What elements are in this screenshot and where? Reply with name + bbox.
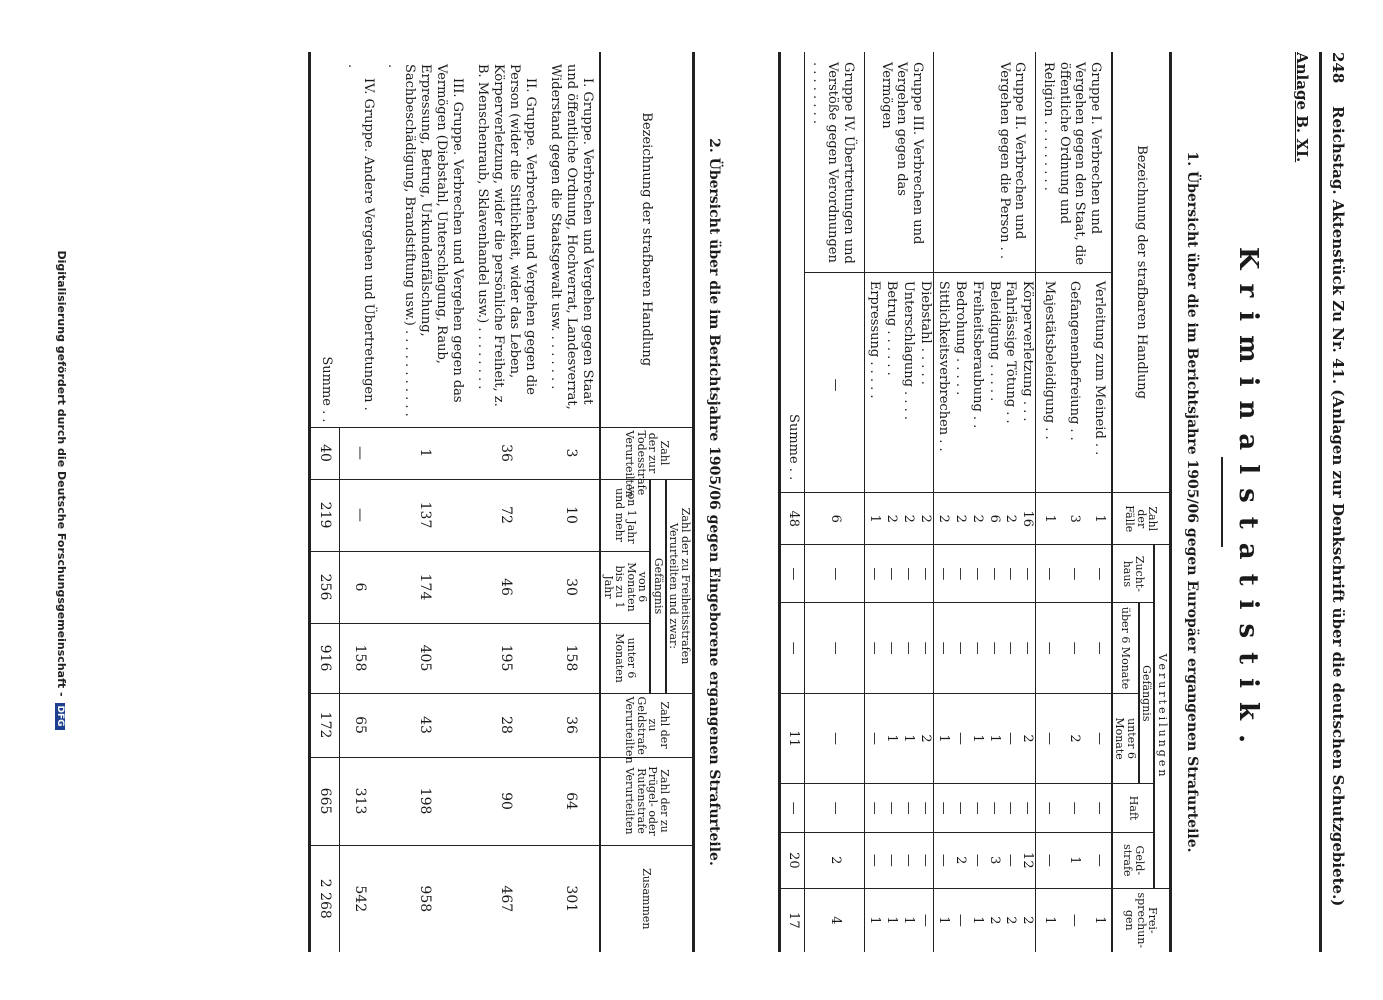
- frei-cell: 4: [805, 888, 865, 952]
- pruegel-cell: 198: [380, 757, 469, 845]
- geld-cell: 43: [380, 693, 469, 757]
- t1-header-zuchthaus: Zucht-haus: [1112, 545, 1155, 603]
- frei-cell: 2: [1002, 888, 1019, 952]
- page-number: 248: [1329, 52, 1347, 84]
- title-rule: [1221, 457, 1223, 547]
- geld-cell: 3: [985, 832, 1002, 888]
- sum-pruegel: 665: [310, 757, 340, 845]
- offence-cell: Unterschlagung . . . .: [899, 272, 916, 492]
- page-header: [1324, 52, 1350, 952]
- geld-cell: 1: [1061, 832, 1086, 888]
- section1-title: 1. Übersicht über die im Berichtsjahre 1905/06 gegen Europäer ergangenen Strafurteile.: [1184, 151, 1200, 853]
- unter6-cell: —: [865, 693, 882, 783]
- t1-header-offence: Bezeichnung der strafbaren Handlung: [1112, 52, 1171, 493]
- y1-cell: 72: [469, 479, 542, 551]
- cases-cell: 2: [968, 493, 985, 545]
- table-row: [469, 52, 542, 952]
- zuchthaus-cell: —: [968, 545, 985, 603]
- sum-frei: 17: [780, 888, 805, 952]
- haft-cell: —: [1061, 784, 1086, 833]
- ueber6-cell: —: [865, 603, 882, 693]
- geld-cell: —: [865, 832, 882, 888]
- unter6-cell: —: [1002, 693, 1019, 783]
- t2-header-pruegel: Zahl der zu Prügel- oder Rutenstrafe Verurteilten: [600, 757, 693, 845]
- zuchthaus-cell: —: [865, 545, 882, 603]
- death-cell: 36: [469, 427, 542, 479]
- y1-cell: —: [340, 479, 381, 551]
- frei-cell: 1: [865, 888, 882, 952]
- sum-label: Summe . .: [780, 272, 805, 492]
- ueber6-cell: —: [1002, 603, 1019, 693]
- haft-cell: —: [1002, 784, 1019, 833]
- table-row: [542, 52, 600, 952]
- t2-header-unter6: unter 6 Monaten: [600, 623, 650, 693]
- offence-cell: Körperverletzung . . .: [1019, 272, 1036, 492]
- haft-cell: —: [985, 784, 1002, 833]
- haft-cell: —: [951, 784, 968, 833]
- cases-cell: 2: [899, 493, 916, 545]
- cases-cell: 2: [882, 493, 899, 545]
- group-label: Gruppe IV. Übertretungen und Verstöße gegen Verordnungen . . . . . . . .: [805, 52, 865, 272]
- zuchthaus-cell: —: [805, 545, 865, 603]
- sum-total: 2 268: [310, 845, 340, 952]
- main-title: Kriminalstatistik.: [1233, 246, 1263, 758]
- sum-row: [310, 52, 340, 952]
- table-row: [340, 52, 381, 952]
- zuchthaus-cell: —: [1061, 545, 1086, 603]
- sum-haft: —: [780, 784, 805, 833]
- geld-cell: 12: [1019, 832, 1036, 888]
- header-title: Reichstag. Aktenstück Zu Nr. 41. (Anlagen zur Denkschrift über die deutschen Schutzgebiete.): [1329, 106, 1347, 907]
- t2-header-gefaengnis: Gefängnis: [650, 479, 666, 693]
- cases-cell: 2: [916, 493, 933, 545]
- ueber6-cell: —: [985, 603, 1002, 693]
- t2-header-6mon: von 6 Monaten bis zu 1 Jahr: [600, 551, 650, 623]
- total-cell: 958: [380, 845, 469, 952]
- cases-cell: 2: [933, 493, 950, 545]
- table-row: [916, 52, 933, 952]
- t2-header-prison-group: Zahl der zu Freiheitsstrafen Verurteilten und zwar:: [666, 479, 694, 693]
- total-cell: 542: [340, 845, 381, 952]
- zuchthaus-cell: —: [882, 545, 899, 603]
- total-cell: 301: [542, 845, 600, 952]
- cases-cell: 16: [1019, 493, 1036, 545]
- t2-header-offence: Bezeichnung der strafbaren Handlung: [600, 52, 693, 427]
- frei-cell: 1: [1036, 888, 1061, 952]
- geld-cell: —: [1036, 832, 1061, 888]
- unter6-cell: 2: [1019, 693, 1036, 783]
- haft-cell: —: [1086, 784, 1112, 833]
- sum-cases: 48: [780, 493, 805, 545]
- frei-cell: 1: [968, 888, 985, 952]
- haft-cell: —: [805, 784, 865, 833]
- cases-cell: 6: [985, 493, 1002, 545]
- dfg-logo: DFG: [55, 703, 65, 730]
- u6-cell: 158: [340, 623, 381, 693]
- unter6-cell: 1: [985, 693, 1002, 783]
- t1-header-unter6: unter 6 Monate: [1112, 693, 1139, 783]
- group-label: I. Gruppe. Verbrechen und Vergehen gegen Staat und öffentliche Ordnung, Hochverrat, Landesverrat, Widerstand gegen die Staatsgewalt usw. . . . . . . .: [547, 64, 596, 410]
- u6-cell: 405: [380, 623, 469, 693]
- unter6-cell: —: [1036, 693, 1061, 783]
- geld-cell: —: [968, 832, 985, 888]
- m6-cell: 6: [340, 551, 381, 623]
- zuchthaus-cell: —: [899, 545, 916, 603]
- table-row: [1019, 52, 1036, 952]
- table-row: [805, 52, 865, 952]
- ueber6-cell: —: [951, 603, 968, 693]
- cases-cell: 3: [1061, 493, 1086, 545]
- frei-cell: 1: [933, 888, 950, 952]
- ueber6-cell: —: [1086, 603, 1112, 693]
- y1-cell: 10: [542, 479, 600, 551]
- death-cell: 1: [380, 427, 469, 479]
- t1-header-haft: Haft: [1112, 784, 1155, 833]
- zuchthaus-cell: —: [951, 545, 968, 603]
- ueber6-cell: —: [1036, 603, 1061, 693]
- geld-cell: —: [882, 832, 899, 888]
- geld-cell: —: [899, 832, 916, 888]
- unter6-cell: 1: [933, 693, 950, 783]
- offence-cell: Diebstahl . . . . .: [916, 272, 933, 492]
- ueber6-cell: —: [1019, 603, 1036, 693]
- table-row: [380, 52, 469, 952]
- u6-cell: 158: [542, 623, 600, 693]
- zuchthaus-cell: —: [1036, 545, 1061, 603]
- sum-death: 40: [310, 427, 340, 479]
- t2-header-total: Zusammen: [600, 845, 693, 952]
- ueber6-cell: —: [933, 603, 950, 693]
- haft-cell: —: [1036, 784, 1061, 833]
- geld-cell: —: [1002, 832, 1019, 888]
- unter6-cell: 1: [968, 693, 985, 783]
- haft-cell: —: [865, 784, 882, 833]
- offence-cell: Gefangenenbefreiung . .: [1061, 272, 1086, 492]
- cases-cell: 1: [1086, 493, 1112, 545]
- sum-zuchthaus: —: [780, 545, 805, 603]
- table-row: [1086, 52, 1112, 952]
- t1-header-verurteilungen: Verurteilungen: [1154, 545, 1170, 888]
- frei-cell: 2: [985, 888, 1002, 952]
- sum-row: [780, 52, 805, 952]
- geld-cell: —: [916, 832, 933, 888]
- header-rule: [1319, 52, 1322, 952]
- sum-unter6: 11: [780, 693, 805, 783]
- geld-cell: 36: [542, 693, 600, 757]
- haft-cell: —: [968, 784, 985, 833]
- offence-cell: Verleitung zum Meineid . .: [1086, 272, 1112, 492]
- natives-table: [308, 52, 695, 952]
- offence-cell: Freiheitsberaubung . .: [968, 272, 985, 492]
- m6-cell: 30: [542, 551, 600, 623]
- section2-title: 2. Übersicht über die im Berichtsjahre 1905/06 gegen Eingeborene ergangenen Strafurteile.: [706, 138, 722, 866]
- unter6-cell: 1: [882, 693, 899, 783]
- pruegel-cell: 313: [340, 757, 381, 845]
- offence-cell: Beleidigung . . . . .: [985, 272, 1002, 492]
- zuchthaus-cell: —: [916, 545, 933, 603]
- offence-cell: —: [805, 272, 865, 492]
- unter6-cell: 2: [916, 693, 933, 783]
- offence-cell: Erpressung . . . . .: [865, 272, 882, 492]
- geld-cell: 65: [340, 693, 381, 757]
- total-cell: 467: [469, 845, 542, 952]
- zuchthaus-cell: —: [1086, 545, 1112, 603]
- unter6-cell: 2: [1061, 693, 1086, 783]
- geld-cell: —: [933, 832, 950, 888]
- t2-header-geld: Zahl der zu Geldstrafe Verurteilten: [600, 693, 693, 757]
- t1-header-ueber6: über 6 Monate: [1112, 603, 1139, 693]
- unter6-cell: —: [951, 693, 968, 783]
- cases-cell: 2: [1002, 493, 1019, 545]
- group-label: Gruppe III. Verbrechen und Vergehen gegen das Vermögen: [865, 52, 934, 272]
- t1-header-geld: Geld-strafe: [1112, 832, 1155, 888]
- zuchthaus-cell: —: [985, 545, 1002, 603]
- t1-header-gefaengnis: Gefängnis: [1139, 603, 1155, 784]
- ueber6-cell: —: [968, 603, 985, 693]
- ueber6-cell: —: [805, 603, 865, 693]
- frei-cell: 1: [1086, 888, 1112, 952]
- europeans-table: [778, 52, 1172, 952]
- u6-cell: 195: [469, 623, 542, 693]
- zuchthaus-cell: —: [1019, 545, 1036, 603]
- geld-cell: —: [1086, 832, 1112, 888]
- unter6-cell: —: [1086, 693, 1112, 783]
- sum-y1: 219: [310, 479, 340, 551]
- frei-cell: 2: [1019, 888, 1036, 952]
- offence-cell: Sittlichkeitsverbrechen . .: [933, 272, 950, 492]
- haft-cell: —: [899, 784, 916, 833]
- y1-cell: 137: [380, 479, 469, 551]
- sum-ueber6: —: [780, 603, 805, 693]
- sum-geld: 20: [780, 832, 805, 888]
- pruegel-cell: 64: [542, 757, 600, 845]
- group-label: III. Gruppe. Verbrechen und Vergehen gegen das Vermögen (Diebstahl, Unterschlagung, Raub, Erpressung, Betrug, Urkundenfälschung, Sachbeschädigung, Brandstiftung usw.) . . . . . . . . . . . .: [385, 64, 466, 417]
- ueber6-cell: —: [1061, 603, 1086, 693]
- footer-text: Digitalisierung gefördert durch die Deutsche Forschungsgemeinschaft -: [55, 250, 68, 697]
- haft-cell: —: [1019, 784, 1036, 833]
- sum-m6: 256: [310, 551, 340, 623]
- frei-cell: 1: [882, 888, 899, 952]
- death-cell: 3: [542, 427, 600, 479]
- unter6-cell: —: [805, 693, 865, 783]
- cases-cell: 1: [1036, 493, 1061, 545]
- zuchthaus-cell: —: [1002, 545, 1019, 603]
- frei-cell: —: [1061, 888, 1086, 952]
- cases-cell: 2: [951, 493, 968, 545]
- pruegel-cell: 90: [469, 757, 542, 845]
- cases-cell: 1: [865, 493, 882, 545]
- geld-cell: 2: [805, 832, 865, 888]
- haft-cell: —: [882, 784, 899, 833]
- frei-cell: —: [916, 888, 933, 952]
- t1-header-cases: Zahl der Fälle: [1112, 493, 1171, 545]
- sum-u6: 916: [310, 623, 340, 693]
- digitization-footer: [52, 110, 68, 870]
- offence-cell: Betrug . . . . . .: [882, 272, 899, 492]
- offence-cell: Fahrlässige Tötung . .: [1002, 272, 1019, 492]
- ueber6-cell: —: [899, 603, 916, 693]
- group-label: IV. Gruppe. Andere Vergehen und Übertretungen . .: [344, 64, 377, 411]
- geld-cell: 28: [469, 693, 542, 757]
- sum-label: Summe . .: [318, 356, 334, 423]
- death-cell: —: [340, 427, 381, 479]
- rotated-document: [80, 52, 1350, 952]
- frei-cell: 1: [899, 888, 916, 952]
- annex-label: Anlage B. XI.: [1293, 52, 1311, 163]
- offence-cell: Majestätsbeleidigung . .: [1036, 272, 1061, 492]
- group-label: Gruppe II. Verbrechen und Vergehen gegen die Person . .: [933, 52, 1036, 272]
- group-label: II. Gruppe. Verbrechen und Vergehen gegen die Person (wider die Sittlichkeit, wider das Leben, Körperverletzung, wider die persönliche Freiheit, z. B. Menschenraub, Sklavenhandel usw.) . . . . . . . .: [474, 64, 539, 407]
- m6-cell: 46: [469, 551, 542, 623]
- cases-cell: 6: [805, 493, 865, 545]
- haft-cell: —: [916, 784, 933, 833]
- t1-header-freispruch: Frei-sprechun-gen: [1112, 888, 1171, 952]
- t2-header-1jahr: von 1 Jahr und mehr: [600, 479, 650, 551]
- ueber6-cell: —: [916, 603, 933, 693]
- geld-cell: 2: [951, 832, 968, 888]
- frei-cell: —: [951, 888, 968, 952]
- group-label: Gruppe I. Verbrechen und Vergehen gegen den Staat, die öffentliche Ordnung und Religion . . . . . . . . .: [1041, 62, 1103, 266]
- t2-header-death: Zahl der zur Todesstrafe Verurteilten: [600, 427, 693, 479]
- m6-cell: 174: [380, 551, 469, 623]
- ueber6-cell: —: [882, 603, 899, 693]
- unter6-cell: 1: [899, 693, 916, 783]
- haft-cell: —: [933, 784, 950, 833]
- offence-cell: Bedrohung . . . . .: [951, 272, 968, 492]
- sum-geld: 172: [310, 693, 340, 757]
- zuchthaus-cell: —: [933, 545, 950, 603]
